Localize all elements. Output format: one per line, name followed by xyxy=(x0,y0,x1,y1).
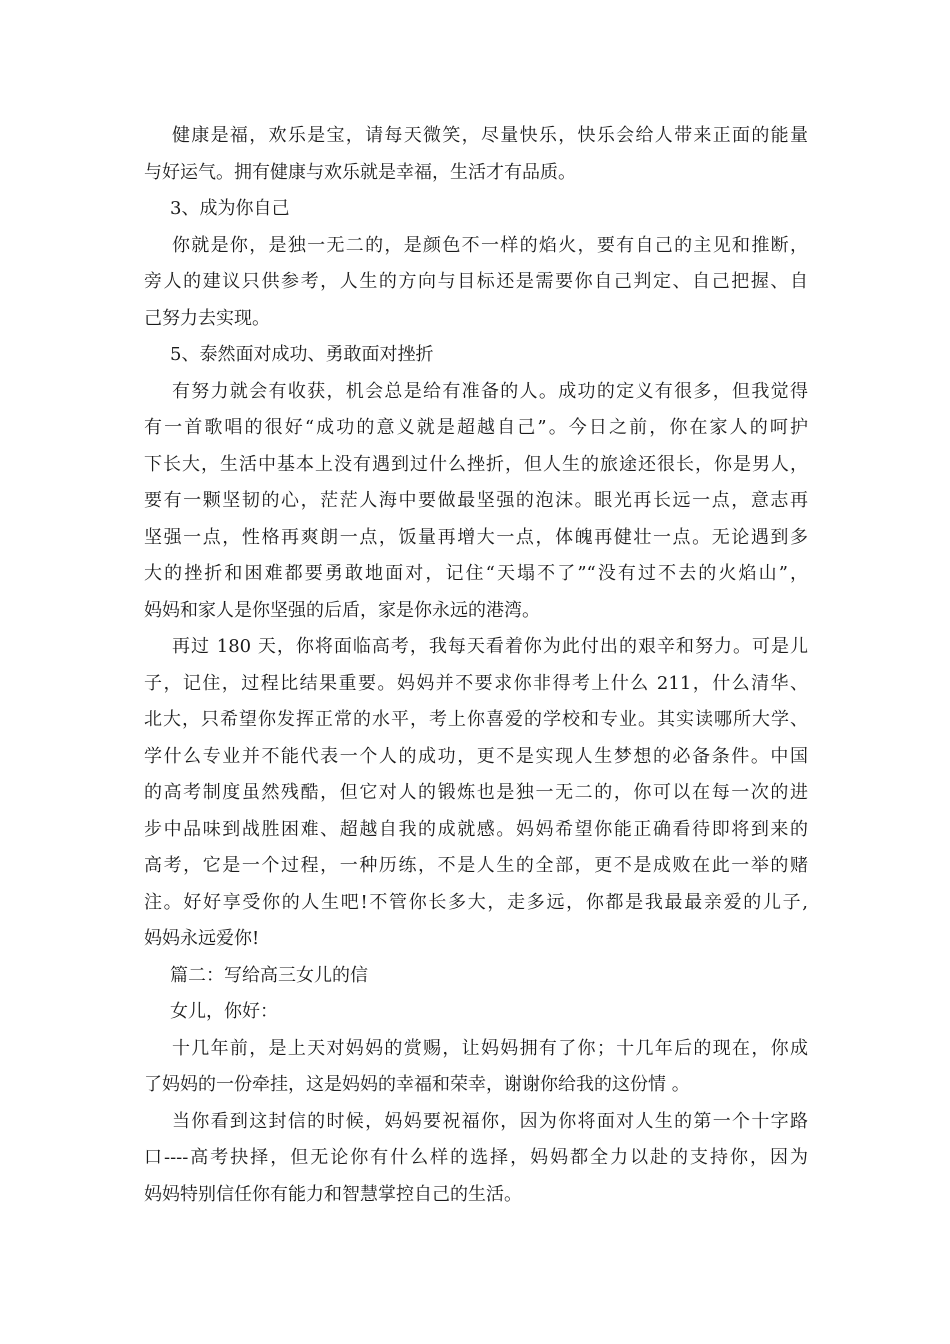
text-line: 北大，只希望你发挥正常的水平，考上你喜爱的学校和专业。其实读哪所大学、 xyxy=(144,709,808,730)
text-line: 旁人的建议只供参考，人生的方向与目标还是需要你自己判定、自己把握、自 xyxy=(144,271,808,292)
text-line: 的高考制度虽然残酷，但它对人的锻炼也是独一无二的，你可以在每一次的进 xyxy=(144,782,808,803)
text-line: 有努力就会有收获，机会总是给有准备的人。成功的定义有很多，但我觉得 xyxy=(172,380,808,402)
text-line: 子，记住，过程比结果重要。妈妈并不要求你非得考上什么 211，什么清华、 xyxy=(144,672,808,694)
text-line: 学什么专业并不能代表一个人的成功，更不是实现人生梦想的必备条件。中国 xyxy=(144,745,808,767)
text-line: 坚强一点，性格再爽朗一点，饭量再增大一点，体魄再健壮一点。无论遇到多 xyxy=(144,526,808,548)
text-line: 妈妈和家人是你坚强的后盾，家是你永远的港湾。 xyxy=(144,599,540,621)
text-line: 注。好好享受你的人生吧!不管你长多大，走多远，你都是我最最亲爱的儿子, xyxy=(144,891,808,913)
text-line: 下长大，生活中基本上没有遇到过什么挫折，但人生的旅途还很长，你是男人， xyxy=(144,453,808,475)
text-line: 妈妈永远爱你! xyxy=(144,928,260,949)
text-line: 高考，它是一个过程，一种历练，不是人生的全部，更不是成败在此一举的赌 xyxy=(144,855,808,876)
text-line: 己努力去实现。 xyxy=(144,307,270,329)
text-line: 要有一颗坚韧的心，茫茫人海中要做最坚强的泡沫。眼光再长远一点，意志再 xyxy=(144,490,808,511)
text-line: 健康是福，欢乐是宝，请每天微笑，尽量快乐，快乐会给人带来正面的能量 xyxy=(172,125,808,146)
text-line: 妈妈特别信任你有能力和智慧掌控自己的生活。 xyxy=(144,1183,522,1205)
text-line: 有一首歌唱的很好“成功的意义就是超越自己”。今日之前，你在家人的呵护 xyxy=(144,417,808,438)
text-line: 步中品味到战胜困难、超越自我的成就感。妈妈希望你能正确看待即将到来的 xyxy=(144,818,808,840)
document-text xyxy=(144,118,808,1213)
text-line: 十几年前，是上天对妈妈的赏赐，让妈妈拥有了你；十几年后的现在，你成 xyxy=(172,1037,808,1059)
text-line: 再过 180 天，你将面临高考，我每天看着你为此付出的艰辛和努力。可是儿 xyxy=(172,636,808,657)
text-line: 了妈妈的一份牵挂，这是妈妈的幸福和荣幸，谢谢你给我的这份情 。 xyxy=(144,1074,690,1095)
text-line: 口----高考抉择，但无论你有什么样的选择，妈妈都全力以赴的支持你，因为 xyxy=(144,1147,808,1168)
text-line: 女儿，你好： xyxy=(170,1001,278,1022)
text-line: 与好运气。拥有健康与欢乐就是幸福，生活才有品质。 xyxy=(144,161,576,183)
text-line: 你就是你，是独一无二的，是颜色不一样的焰火，要有自己的主见和推断， xyxy=(172,234,808,256)
text-line: 3、成为你自己 xyxy=(170,198,290,219)
text-line: 5、泰然面对成功、勇敢面对挫折 xyxy=(170,344,434,365)
text-line: 当你看到这封信的时候，妈妈要祝福你，因为你将面对人生的第一个十字路 xyxy=(172,1110,808,1132)
text-line: 大的挫折和困难都要勇敢地面对，记住“天塌不了”“没有过不去的火焰山”， xyxy=(144,563,808,584)
text-line: 篇二：写给高三女儿的信 xyxy=(170,964,368,986)
